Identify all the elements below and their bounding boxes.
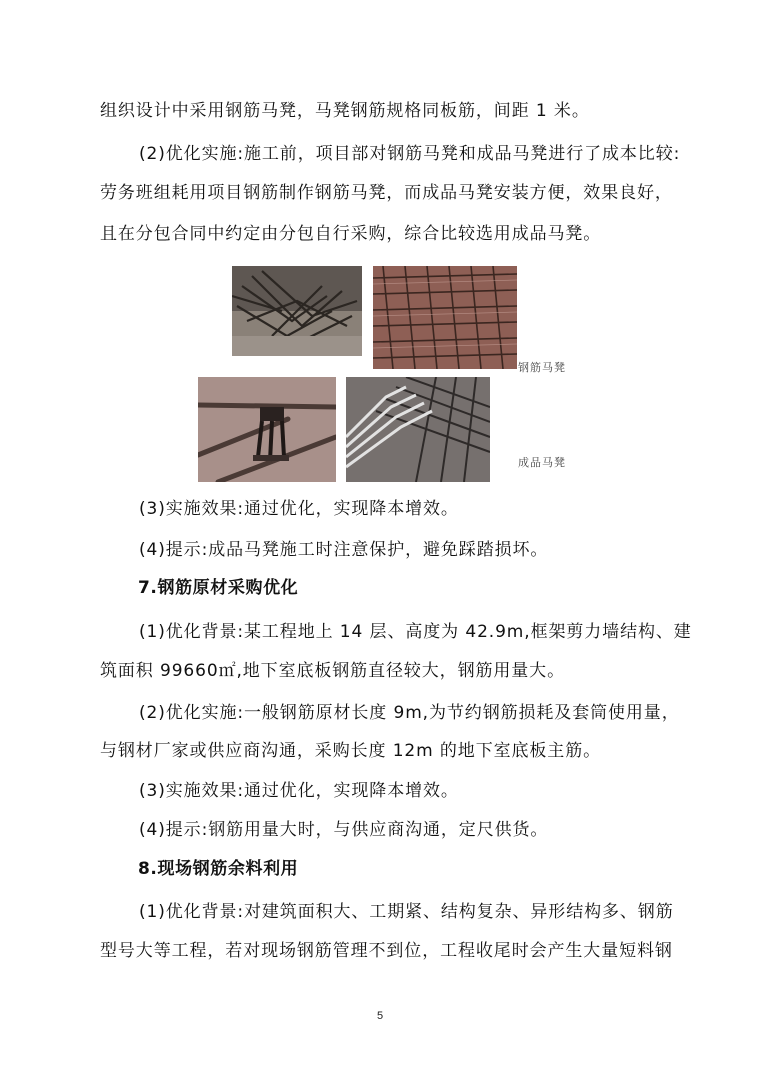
paragraph-line: 型号大等工程，若对现场钢筋管理不到位，工程收尾时会产生大量短料钢 bbox=[100, 941, 673, 961]
paragraph-line: 与钢材厂家或供应商沟通，采购长度 12m 的地下室底板主筋。 bbox=[100, 741, 601, 761]
paragraph-line: 组织设计中采用钢筋马凳，马凳钢筋规格同板筋，间距 1 米。 bbox=[100, 101, 590, 121]
photo-rebar-mesh bbox=[373, 266, 517, 369]
page-number: 5 bbox=[376, 1010, 384, 1022]
paragraph-line: (1)优化背景:对建筑面积大、工期紧、结构复杂、异形结构多、钢筋 bbox=[139, 902, 674, 922]
paragraph-line: 劳务班组耗用项目钢筋制作钢筋马凳，而成品马凳安装方便，效果良好， bbox=[100, 183, 673, 203]
photo-finished-chairs-deck bbox=[346, 377, 490, 482]
paragraph-line: (3)实施效果:通过优化，实现降本增效。 bbox=[139, 781, 459, 801]
paragraph-line: (4)提示:钢筋用量大时，与供应商沟通，定尺供货。 bbox=[139, 820, 549, 840]
paragraph-line: 且在分包合同中约定由分包自行采购，综合比较选用成品马凳。 bbox=[100, 224, 602, 244]
section-heading: 7.钢筋原材采购优化 bbox=[138, 578, 299, 598]
caption-finished-chair: 成品马凳 bbox=[518, 456, 566, 469]
rebar-chair-figure bbox=[196, 256, 580, 482]
photo-finished-chair-closeup bbox=[198, 377, 336, 482]
photo-rebar-chairs-pile bbox=[232, 266, 362, 356]
caption-rebar-chair: 钢筋马凳 bbox=[518, 361, 566, 374]
paragraph-line: (2)优化实施:施工前，项目部对钢筋马凳和成品马凳进行了成本比较: bbox=[139, 144, 681, 164]
paragraph-line: (1)优化背景:某工程地上 14 层、高度为 42.9m,框架剪力墙结构、建 bbox=[139, 622, 692, 642]
paragraph-line: 筑面积 99660㎡,地下室底板钢筋直径较大，钢筋用量大。 bbox=[100, 661, 565, 681]
paragraph-line: (3)实施效果:通过优化，实现降本增效。 bbox=[139, 499, 459, 519]
paragraph-line: (2)优化实施:一般钢筋原材长度 9m,为节约钢筋损耗及套筒使用量， bbox=[139, 703, 680, 723]
paragraph-line: (4)提示:成品马凳施工时注意保护，避免踩踏损坏。 bbox=[139, 540, 549, 560]
section-heading: 8.现场钢筋余料利用 bbox=[138, 859, 299, 879]
